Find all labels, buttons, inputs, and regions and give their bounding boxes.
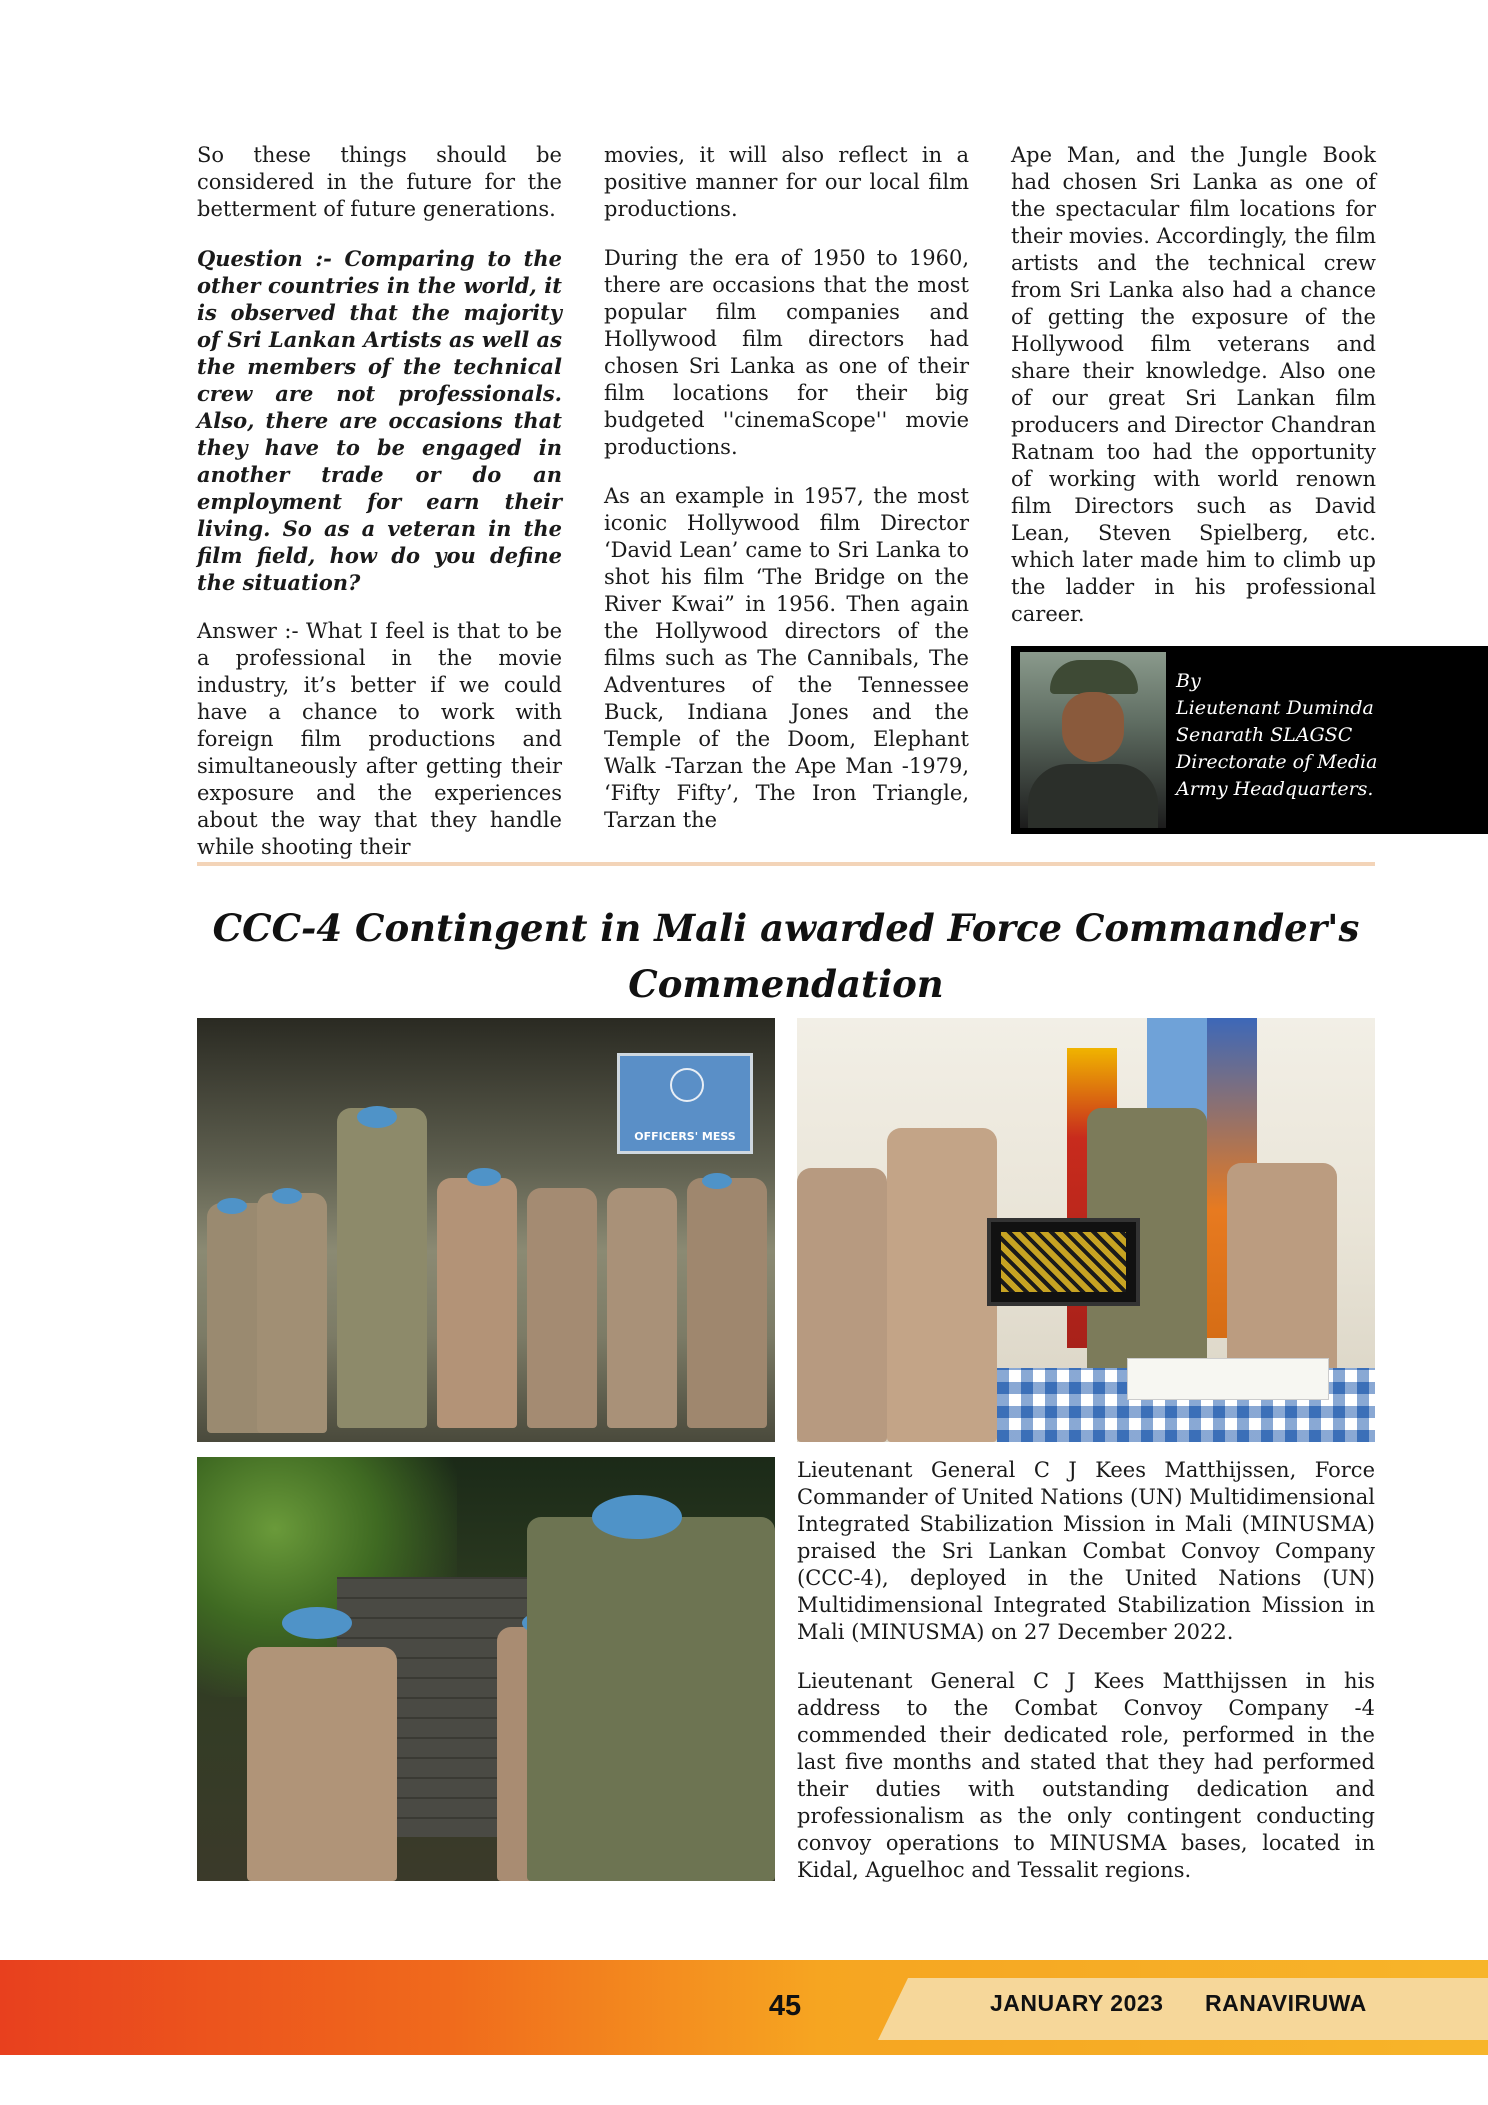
paragraph: movies, it will also reflect in a positive manner for our local film productions. xyxy=(604,143,969,221)
page-footer xyxy=(0,1960,1488,2055)
headline-line-1: CCC-4 Contingent in Mali awarded Force Commander's xyxy=(212,906,1360,950)
officer-figure xyxy=(887,1128,997,1442)
paragraph: Lieutenant General C J Kees Matthijssen in his address to the Combat Convoy Company -4 commended their dedicated role, performed in the last five months and stated that they had performed their duties with outstanding dedication and professionalism as the only contingent conducting convoy operations to MINUSMA bases, located in Kidal, Aguelhoc and Tessalit regions. xyxy=(797,1669,1375,1882)
article-column-1 xyxy=(197,142,562,883)
blue-beret xyxy=(217,1198,247,1214)
page-number: 45 xyxy=(768,1990,802,2022)
blue-beret xyxy=(282,1607,352,1639)
guest-book xyxy=(1127,1358,1329,1400)
officers-mess-sign xyxy=(617,1053,753,1154)
byline-line: Senarath SLAGSC xyxy=(1176,724,1353,746)
plaque-artwork xyxy=(1001,1232,1126,1292)
article-column-2 xyxy=(604,142,969,856)
soldier-figure xyxy=(607,1188,677,1428)
commander-figure xyxy=(527,1517,775,1881)
question-paragraph: Question :- Comparing to the other countries in the world, it is observed that the majority of Sri Lankan Artists as well as the members of the technical crew are not professionals. Also, there are occasions that they have to be engaged in another trade or do an employment for earn their living. So as a veteran in the film field, how do you define the situation? xyxy=(197,246,562,595)
paragraph: As an example in 1957, the most iconic Hollywood film Director ‘David Lean’ came to Sri Lanka to shot his film ‘The Bridge on the River Kwai” in 1956. Then again the Hollywood directors of the films such as The Cannibals, The Adventures of the Tennessee Buck, Indiana Jones and the Temple of the Doom, Elephant Walk -Tarzan the Ape Man -1979, ‘Fifty Fifty’, The Iron Triangle, Tarzan the xyxy=(604,484,969,832)
author-credit xyxy=(1176,668,1476,803)
section-divider xyxy=(197,862,1375,866)
paragraph: Ape Man, and the Jungle Book had chosen Sri Lanka as one of the spectacular film locations for their movies. Accordingly, the film artists and the technical crew from Sri Lanka also had a chance of getting the exposure of the Hollywood film veterans and share their knowledge. Also one of our great Sri Lankan film producers and Director Chandran Ratnam too had the opportunity of working with world renown film Directors such as David Lean, Steven Spielberg, etc. which later made him to climb up the ladder in his professional career. xyxy=(1011,143,1376,626)
author-byline-box xyxy=(1011,646,1488,834)
paragraph: During the era of 1950 to 1960, there are occasions that the most popular film companies and Hollywood film directors had chosen Sri Lanka as one of their film locations for their big budgeted ''cinemaScope'' movie productions. xyxy=(604,246,969,459)
paragraph: Lieutenant General C J Kees Matthijssen, Force Commander of United Nations (UN) Multidimensional Integrated Stabilization Mission in Mali (MINUSMA) praised the Sri Lankan Combat Convoy Company (CCC-4), deployed in the United Nations (UN) Multidimensional Integrated Stabilization Mission in Mali (MINUSMA) on 27 December 2022. xyxy=(797,1458,1375,1644)
soldier-figure xyxy=(257,1193,327,1433)
blue-beret xyxy=(357,1106,397,1128)
blue-beret xyxy=(592,1495,682,1539)
article-column-3 xyxy=(1011,142,1376,650)
commander-figure xyxy=(337,1108,427,1428)
byline-line: Army Headquarters. xyxy=(1176,778,1374,800)
article-body xyxy=(797,1457,1375,1906)
blue-beret xyxy=(467,1168,501,1186)
byline-line: Lieutenant Duminda xyxy=(1176,697,1374,719)
byline-line: Directorate of Media xyxy=(1176,751,1378,773)
article-headline xyxy=(197,900,1375,1012)
photo-handshake xyxy=(197,1457,775,1881)
photo-officers-mess-greeting xyxy=(197,1018,775,1442)
blue-beret xyxy=(702,1173,732,1189)
author-photo xyxy=(1020,652,1166,828)
sign-label: OFFICERS' MESS xyxy=(634,1130,736,1143)
issue-date: JANUARY 2023 xyxy=(990,1990,1164,2016)
publication-name: RANAVIRUWA xyxy=(1205,1990,1367,2016)
author-face xyxy=(1062,692,1124,762)
answer-paragraph: Answer :- What I feel is that to be a professional in the movie industry, it’s better if we could have a chance to work with foreign film productions and simultaneously after getting their exposure and the experiences about the way that they handle while shooting their xyxy=(197,619,562,859)
blue-beret xyxy=(272,1188,302,1204)
gift-plaque xyxy=(987,1218,1140,1306)
soldier-figure xyxy=(247,1647,397,1881)
soldier-figure xyxy=(527,1188,597,1428)
un-emblem-icon xyxy=(670,1068,704,1102)
peaked-cap xyxy=(1050,660,1138,694)
footer-tab xyxy=(878,1978,1488,2040)
byline-line: By xyxy=(1176,670,1201,692)
photo-plaque-presentation xyxy=(797,1018,1375,1442)
soldier-figure xyxy=(687,1178,767,1428)
headline-line-2: Commendation xyxy=(628,962,944,1006)
soldier-figure xyxy=(437,1178,517,1428)
uniform-tunic xyxy=(1028,764,1158,828)
soldier-figure xyxy=(797,1168,887,1442)
paragraph: So these things should be considered in the future for the betterment of future generations. xyxy=(197,143,562,221)
